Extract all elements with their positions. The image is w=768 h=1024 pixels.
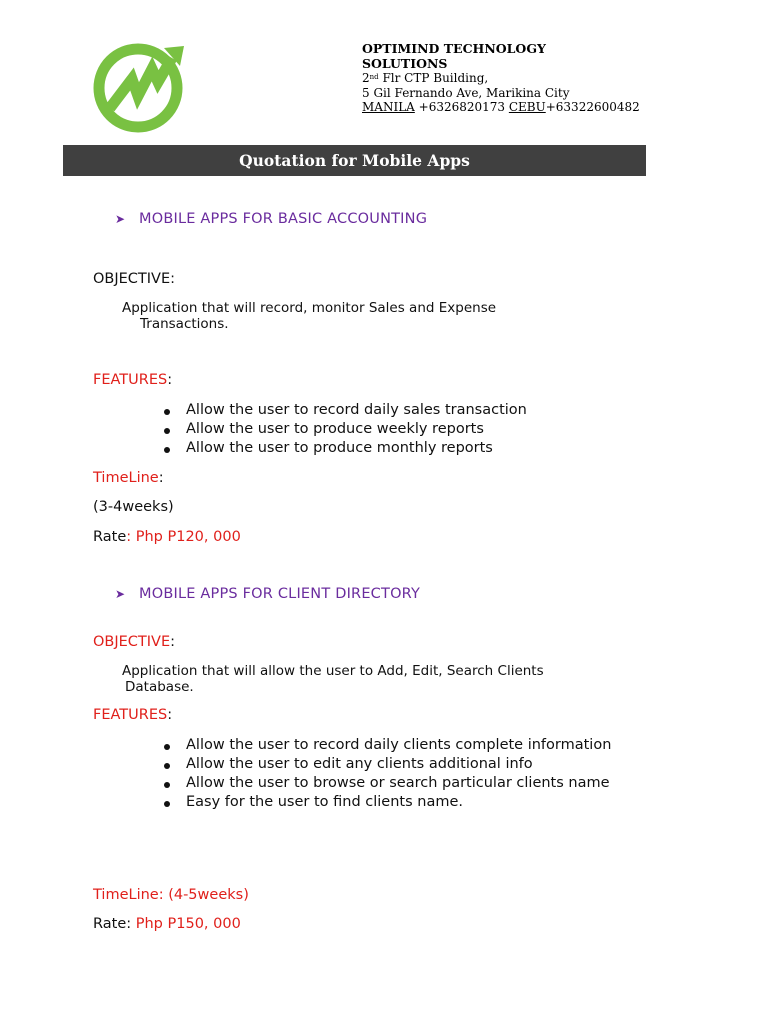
manila-phone: +6326820173 (414, 100, 509, 114)
section2-heading: ➤ MOBILE APPS FOR CLIENT DIRECTORY (115, 586, 421, 602)
section2-features-label: FEATURES: (93, 707, 173, 723)
arrow-bullet-icon: ➤ (115, 587, 126, 601)
section1-objective-text: Application that will record, monitor Sales and Expense Transactions. (122, 300, 497, 332)
section1-rate: Rate: Php P120, 000 (93, 529, 241, 545)
manila-label: MANILA (362, 100, 415, 114)
list-item: Allow the user to record daily sales transaction (163, 402, 653, 420)
section1-timeline-label: TimeLine: (93, 470, 164, 486)
section1-heading: ➤ MOBILE APPS FOR BASIC ACCOUNTING (115, 211, 428, 227)
company-phones (362, 100, 640, 115)
company-address-line1: 2nd Flr CTP Building, (362, 71, 489, 85)
company-logo-icon (92, 42, 188, 134)
document-title: Quotation for Mobile Apps (239, 151, 470, 170)
company-address-line2: 5 Gil Fernando Ave, Marikina City (362, 85, 570, 100)
document-title-banner (63, 145, 646, 176)
section2-features-list (163, 737, 653, 813)
section2-objective-text: Application that will allow the user to Add, Edit, Search Clients Database. (122, 663, 544, 695)
list-item: Allow the user to produce monthly reports (163, 440, 653, 458)
cebu-phone: +63322600482 (545, 100, 640, 114)
company-name-line1: OPTIMIND TECHNOLOGY (362, 41, 546, 56)
section2-rate: Rate: Php P150, 000 (93, 916, 241, 932)
section1-timeline-value: (3-4weeks) (93, 499, 174, 515)
list-item: Easy for the user to find clients name. (163, 794, 653, 812)
company-info (362, 42, 640, 115)
list-item: Allow the user to produce weekly reports (163, 421, 653, 439)
list-item: Allow the user to record daily clients complete information (163, 737, 653, 755)
section1-objective-label: OBJECTIVE: (93, 271, 176, 287)
section2-objective-label: OBJECTIVE: (93, 634, 176, 650)
list-item: Allow the user to edit any clients additional info (163, 756, 653, 774)
section2-timeline: TimeLine: (4-5weeks) (93, 887, 249, 903)
arrow-bullet-icon: ➤ (115, 212, 126, 226)
list-item: Allow the user to browse or search particular clients name (163, 775, 653, 793)
company-name-line2: SOLUTIONS (362, 55, 448, 71)
section1-features-label: FEATURES: (93, 372, 173, 388)
cebu-label: CEBU (508, 100, 546, 114)
section1-features-list (163, 402, 653, 459)
